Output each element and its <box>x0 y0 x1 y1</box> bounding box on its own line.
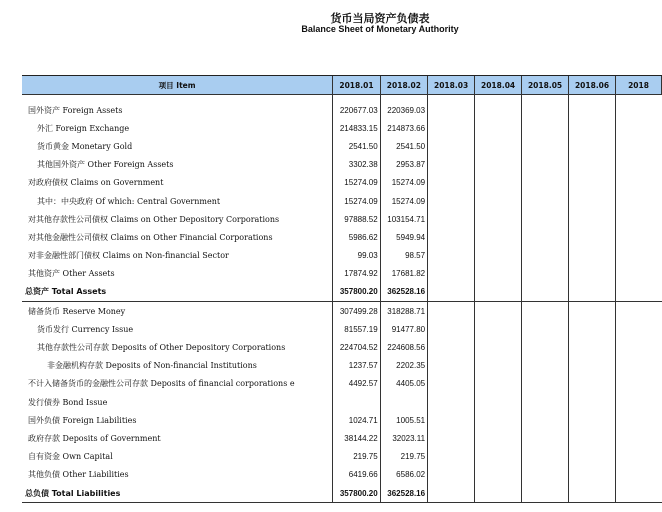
empty-cell <box>616 265 662 283</box>
row-value: 1005.51 <box>380 411 427 429</box>
empty-cell <box>569 174 616 192</box>
row-label: 货币发行 Currency Issue <box>37 324 134 334</box>
empty-cell <box>475 302 522 321</box>
row-label: 货币黄金 Monetary Gold <box>37 141 133 151</box>
row-value: 98.57 <box>380 247 427 265</box>
empty-cell <box>569 119 616 137</box>
empty-cell <box>616 101 662 119</box>
empty-cell <box>616 320 662 338</box>
row-label: 储备货币 Reserve Money <box>28 306 126 316</box>
row-label: 政府存款 Deposits of Government <box>28 433 161 443</box>
empty-cell <box>616 228 662 246</box>
row-value: 103154.71 <box>380 210 427 228</box>
table-row <box>22 119 662 137</box>
row-value: 219.75 <box>333 448 380 466</box>
empty-cell <box>428 429 475 447</box>
header-month: 2018 <box>616 76 662 95</box>
row-label: 总负债 Total Liabilities <box>22 484 333 503</box>
row-value: 5986.62 <box>333 228 380 246</box>
empty-cell <box>522 156 569 174</box>
empty-cell <box>569 320 616 338</box>
header-month: 2018.02 <box>380 76 427 95</box>
empty-cell <box>428 283 475 302</box>
table-row <box>22 302 662 321</box>
row-value: 15274.09 <box>380 174 427 192</box>
row-value: 15274.09 <box>333 174 380 192</box>
empty-cell <box>428 320 475 338</box>
table-row <box>22 228 662 246</box>
row-label: 其他存款性公司存款 Deposits of Other Depository Corporations <box>37 343 286 353</box>
balance-sheet-table-container <box>22 75 662 503</box>
empty-cell <box>428 357 475 375</box>
empty-cell <box>569 228 616 246</box>
empty-cell <box>522 283 569 302</box>
table-row <box>22 174 662 192</box>
row-value: 17874.92 <box>333 265 380 283</box>
row-label: 对非金融性部门债权 Claims on Non-financial Sector <box>28 251 229 261</box>
empty-cell <box>522 174 569 192</box>
empty-cell <box>475 192 522 210</box>
empty-cell <box>428 119 475 137</box>
row-value: 219.75 <box>380 448 427 466</box>
empty-cell <box>475 375 522 393</box>
row-value: 91477.80 <box>380 320 427 338</box>
empty-cell <box>616 393 662 411</box>
empty-cell <box>616 247 662 265</box>
row-value: 2541.50 <box>380 137 427 155</box>
empty-cell <box>475 247 522 265</box>
row-value: 214833.15 <box>333 119 380 137</box>
empty-cell <box>475 466 522 484</box>
empty-cell <box>616 411 662 429</box>
row-label: 自有资金 Own Capital <box>28 452 113 462</box>
row-label: 发行债券 Bond Issue <box>28 397 108 407</box>
empty-cell <box>522 357 569 375</box>
row-value: 15274.09 <box>380 192 427 210</box>
empty-cell <box>569 393 616 411</box>
empty-cell <box>475 283 522 302</box>
empty-cell <box>428 448 475 466</box>
empty-cell <box>522 448 569 466</box>
empty-cell <box>616 210 662 228</box>
table-row <box>22 320 662 338</box>
table-row <box>22 411 662 429</box>
row-label: 不计入储备货币的金融性公司存款 Deposits of financial corporations e <box>28 379 295 389</box>
table-row <box>22 448 662 466</box>
empty-cell <box>428 411 475 429</box>
row-value: 224704.52 <box>333 338 380 356</box>
empty-cell <box>428 247 475 265</box>
table-row <box>22 210 662 228</box>
header-month: 2018.01 <box>333 76 380 95</box>
empty-cell <box>569 411 616 429</box>
table-row <box>22 357 662 375</box>
empty-cell <box>475 320 522 338</box>
table-row <box>22 338 662 356</box>
row-value: 357800.20 <box>333 283 380 302</box>
empty-cell <box>616 119 662 137</box>
empty-cell <box>475 411 522 429</box>
empty-cell <box>522 137 569 155</box>
row-value: 6586.02 <box>380 466 427 484</box>
row-label: 国外负债 Foreign Liabilities <box>28 415 137 425</box>
table-row <box>22 247 662 265</box>
table-row <box>22 265 662 283</box>
empty-cell <box>428 210 475 228</box>
table-row <box>22 101 662 119</box>
total-row <box>22 283 662 302</box>
empty-cell <box>428 137 475 155</box>
empty-cell <box>428 484 475 503</box>
empty-cell <box>616 137 662 155</box>
row-value <box>380 393 427 411</box>
table-row <box>22 429 662 447</box>
row-value: 17681.82 <box>380 265 427 283</box>
empty-cell <box>475 101 522 119</box>
row-value: 224608.56 <box>380 338 427 356</box>
empty-cell <box>616 192 662 210</box>
empty-cell <box>428 393 475 411</box>
empty-cell <box>428 156 475 174</box>
row-value: 81557.19 <box>333 320 380 338</box>
table-row <box>22 393 662 411</box>
row-value: 2953.87 <box>380 156 427 174</box>
title-english: Balance Sheet of Monetary Authority <box>301 24 459 34</box>
empty-cell <box>428 302 475 321</box>
empty-cell <box>522 210 569 228</box>
empty-cell <box>475 228 522 246</box>
row-value: 4405.05 <box>380 375 427 393</box>
empty-cell <box>428 265 475 283</box>
header-month: 2018.04 <box>475 76 522 95</box>
row-value: 32023.11 <box>380 429 427 447</box>
empty-cell <box>428 466 475 484</box>
empty-cell <box>569 156 616 174</box>
empty-cell <box>522 466 569 484</box>
row-value: 1237.57 <box>333 357 380 375</box>
row-label: 其中：中央政府 Of which: Central Government <box>37 196 221 206</box>
balance-sheet-table <box>22 76 662 503</box>
row-label: 其他资产 Other Assets <box>28 269 115 279</box>
empty-cell <box>616 484 662 503</box>
empty-cell <box>616 156 662 174</box>
row-value: 5949.94 <box>380 228 427 246</box>
empty-cell <box>428 375 475 393</box>
row-value <box>333 393 380 411</box>
header-row <box>22 76 662 95</box>
empty-cell <box>475 448 522 466</box>
row-value: 357800.20 <box>333 484 380 503</box>
empty-cell <box>522 265 569 283</box>
empty-cell <box>475 156 522 174</box>
empty-cell <box>616 466 662 484</box>
empty-cell <box>522 320 569 338</box>
table-row <box>22 156 662 174</box>
empty-cell <box>569 101 616 119</box>
empty-cell <box>475 338 522 356</box>
empty-cell <box>428 174 475 192</box>
empty-cell <box>569 283 616 302</box>
empty-cell <box>475 210 522 228</box>
empty-cell <box>428 228 475 246</box>
row-value: 362528.16 <box>380 283 427 302</box>
empty-cell <box>475 137 522 155</box>
empty-cell <box>569 429 616 447</box>
empty-cell <box>522 411 569 429</box>
empty-cell <box>475 119 522 137</box>
empty-cell <box>475 265 522 283</box>
empty-cell <box>428 338 475 356</box>
row-value: 2541.50 <box>333 137 380 155</box>
row-value: 220677.03 <box>333 101 380 119</box>
row-value: 97888.52 <box>333 210 380 228</box>
row-label: 总资产 Total Assets <box>22 283 333 302</box>
empty-cell <box>522 192 569 210</box>
row-value: 318288.71 <box>380 302 427 321</box>
empty-cell <box>569 302 616 321</box>
empty-cell <box>475 429 522 447</box>
empty-cell <box>475 357 522 375</box>
empty-cell <box>475 393 522 411</box>
empty-cell <box>522 375 569 393</box>
table-row <box>22 137 662 155</box>
row-value: 3302.38 <box>333 156 380 174</box>
empty-cell <box>616 174 662 192</box>
header-month: 2018.06 <box>569 76 616 95</box>
empty-cell <box>616 338 662 356</box>
empty-cell <box>475 174 522 192</box>
empty-cell <box>616 429 662 447</box>
empty-cell <box>475 484 522 503</box>
empty-cell <box>522 119 569 137</box>
title-chinese: 货币当局资产负债表 <box>330 12 430 25</box>
empty-cell <box>522 302 569 321</box>
row-label: 国外资产 Foreign Assets <box>28 105 123 115</box>
empty-cell <box>522 228 569 246</box>
empty-cell <box>616 375 662 393</box>
row-label: 非金融机构存款 Deposits of Non-financial Institutions <box>47 361 257 371</box>
row-value: 214873.66 <box>380 119 427 137</box>
empty-cell <box>569 466 616 484</box>
empty-cell <box>569 338 616 356</box>
table-row <box>22 466 662 484</box>
row-value: 99.03 <box>333 247 380 265</box>
table-row <box>22 192 662 210</box>
empty-cell <box>569 247 616 265</box>
row-value: 4492.57 <box>333 375 380 393</box>
empty-cell <box>569 375 616 393</box>
empty-cell <box>522 247 569 265</box>
row-value: 307499.28 <box>333 302 380 321</box>
row-value: 15274.09 <box>333 192 380 210</box>
row-value: 1024.71 <box>333 411 380 429</box>
empty-cell <box>569 484 616 503</box>
empty-cell <box>616 448 662 466</box>
empty-cell <box>522 101 569 119</box>
empty-cell <box>569 357 616 375</box>
header-month: 2018.03 <box>428 76 475 95</box>
row-label: 对政府债权 Claims on Government <box>28 178 164 188</box>
empty-cell <box>616 357 662 375</box>
row-value: 220369.03 <box>380 101 427 119</box>
row-value: 362528.16 <box>380 484 427 503</box>
empty-cell <box>522 393 569 411</box>
row-label: 其他国外资产 Other Foreign Assets <box>37 160 174 170</box>
row-value: 6419.66 <box>333 466 380 484</box>
empty-cell <box>616 302 662 321</box>
empty-cell <box>616 283 662 302</box>
row-label: 对其他金融性公司债权 Claims on Other Financial Corporations <box>28 232 273 242</box>
empty-cell <box>428 192 475 210</box>
row-value: 38144.22 <box>333 429 380 447</box>
header-month: 2018.05 <box>522 76 569 95</box>
row-label: 其他负债 Other Liabilities <box>28 470 129 480</box>
empty-cell <box>522 484 569 503</box>
empty-cell <box>522 338 569 356</box>
empty-cell <box>569 210 616 228</box>
row-label: 外汇 Foreign Exchange <box>37 123 130 133</box>
header-item: 项目 Item <box>22 76 333 95</box>
empty-cell <box>569 448 616 466</box>
empty-cell <box>569 137 616 155</box>
row-value: 2202.35 <box>380 357 427 375</box>
table-row <box>22 375 662 393</box>
row-label: 对其他存款性公司债权 Claims on Other Depository Corporations <box>28 214 280 224</box>
empty-cell <box>428 101 475 119</box>
empty-cell <box>569 192 616 210</box>
empty-cell <box>522 429 569 447</box>
empty-cell <box>569 265 616 283</box>
total-row <box>22 484 662 503</box>
